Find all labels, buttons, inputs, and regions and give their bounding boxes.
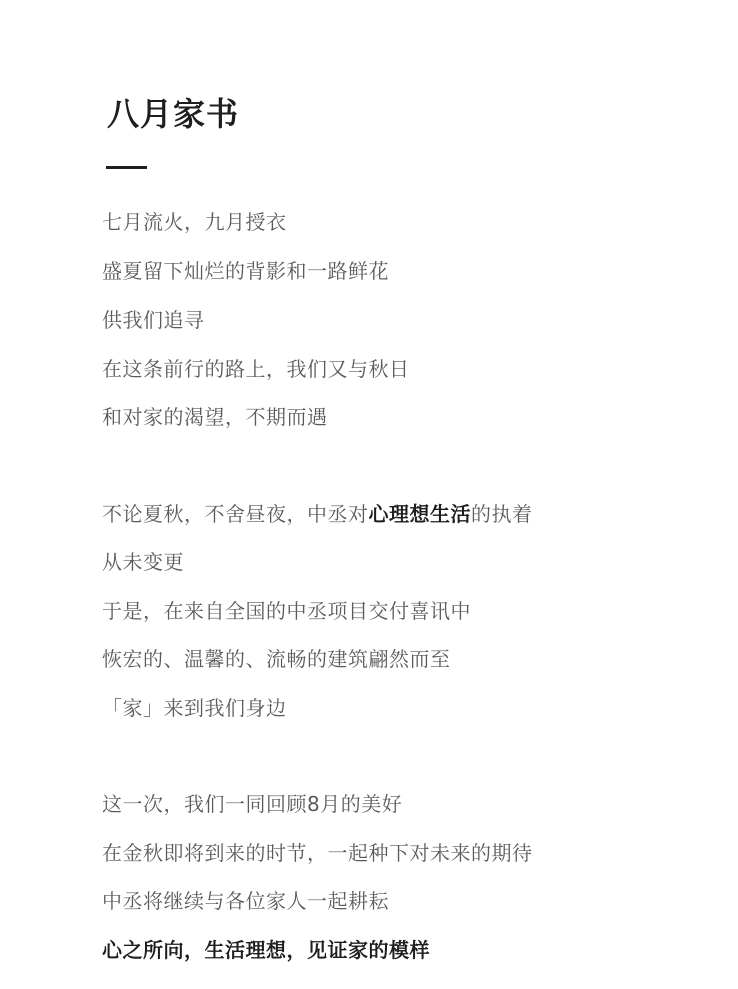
- paragraph-line: 七月流火，九月授衣: [102, 210, 287, 234]
- paragraph-line: 于是，在来自全国的中丞项目交付喜讯中: [102, 599, 471, 623]
- article-title: 八月家书: [107, 95, 240, 133]
- paragraph-line: 在金秋即将到来的时节，一起种下对未来的期待: [102, 841, 533, 865]
- paragraph-line: 中丞将继续与各位家人一起耕耘: [102, 889, 389, 913]
- paragraph-line: 和对家的渴望，不期而遇: [102, 405, 328, 429]
- paragraph-line: 这一次，我们一同回顾8月的美好: [102, 792, 403, 816]
- paragraph-line: 供我们追寻: [102, 308, 205, 332]
- text-run: 的执着: [471, 502, 533, 526]
- title-underline: [106, 166, 147, 169]
- paragraph-line: 恢宏的、温馨的、流畅的建筑翩然而至: [102, 647, 451, 671]
- paragraph-line: 在这条前行的路上，我们又与秋日: [102, 357, 410, 381]
- paragraph-line: 从未变更: [102, 550, 184, 574]
- paragraph-line: 「家」来到我们身边: [102, 696, 287, 720]
- closing-line: 心之所向，生活理想，见证家的模样: [102, 938, 430, 962]
- emphasis-text: 心理想生活: [368, 502, 471, 526]
- paragraph-line: 盛夏留下灿烂的背影和一路鲜花: [102, 259, 389, 283]
- paragraph-line-mixed: [102, 500, 533, 528]
- text-run: 不论夏秋，不舍昼夜，中丞对: [102, 502, 369, 526]
